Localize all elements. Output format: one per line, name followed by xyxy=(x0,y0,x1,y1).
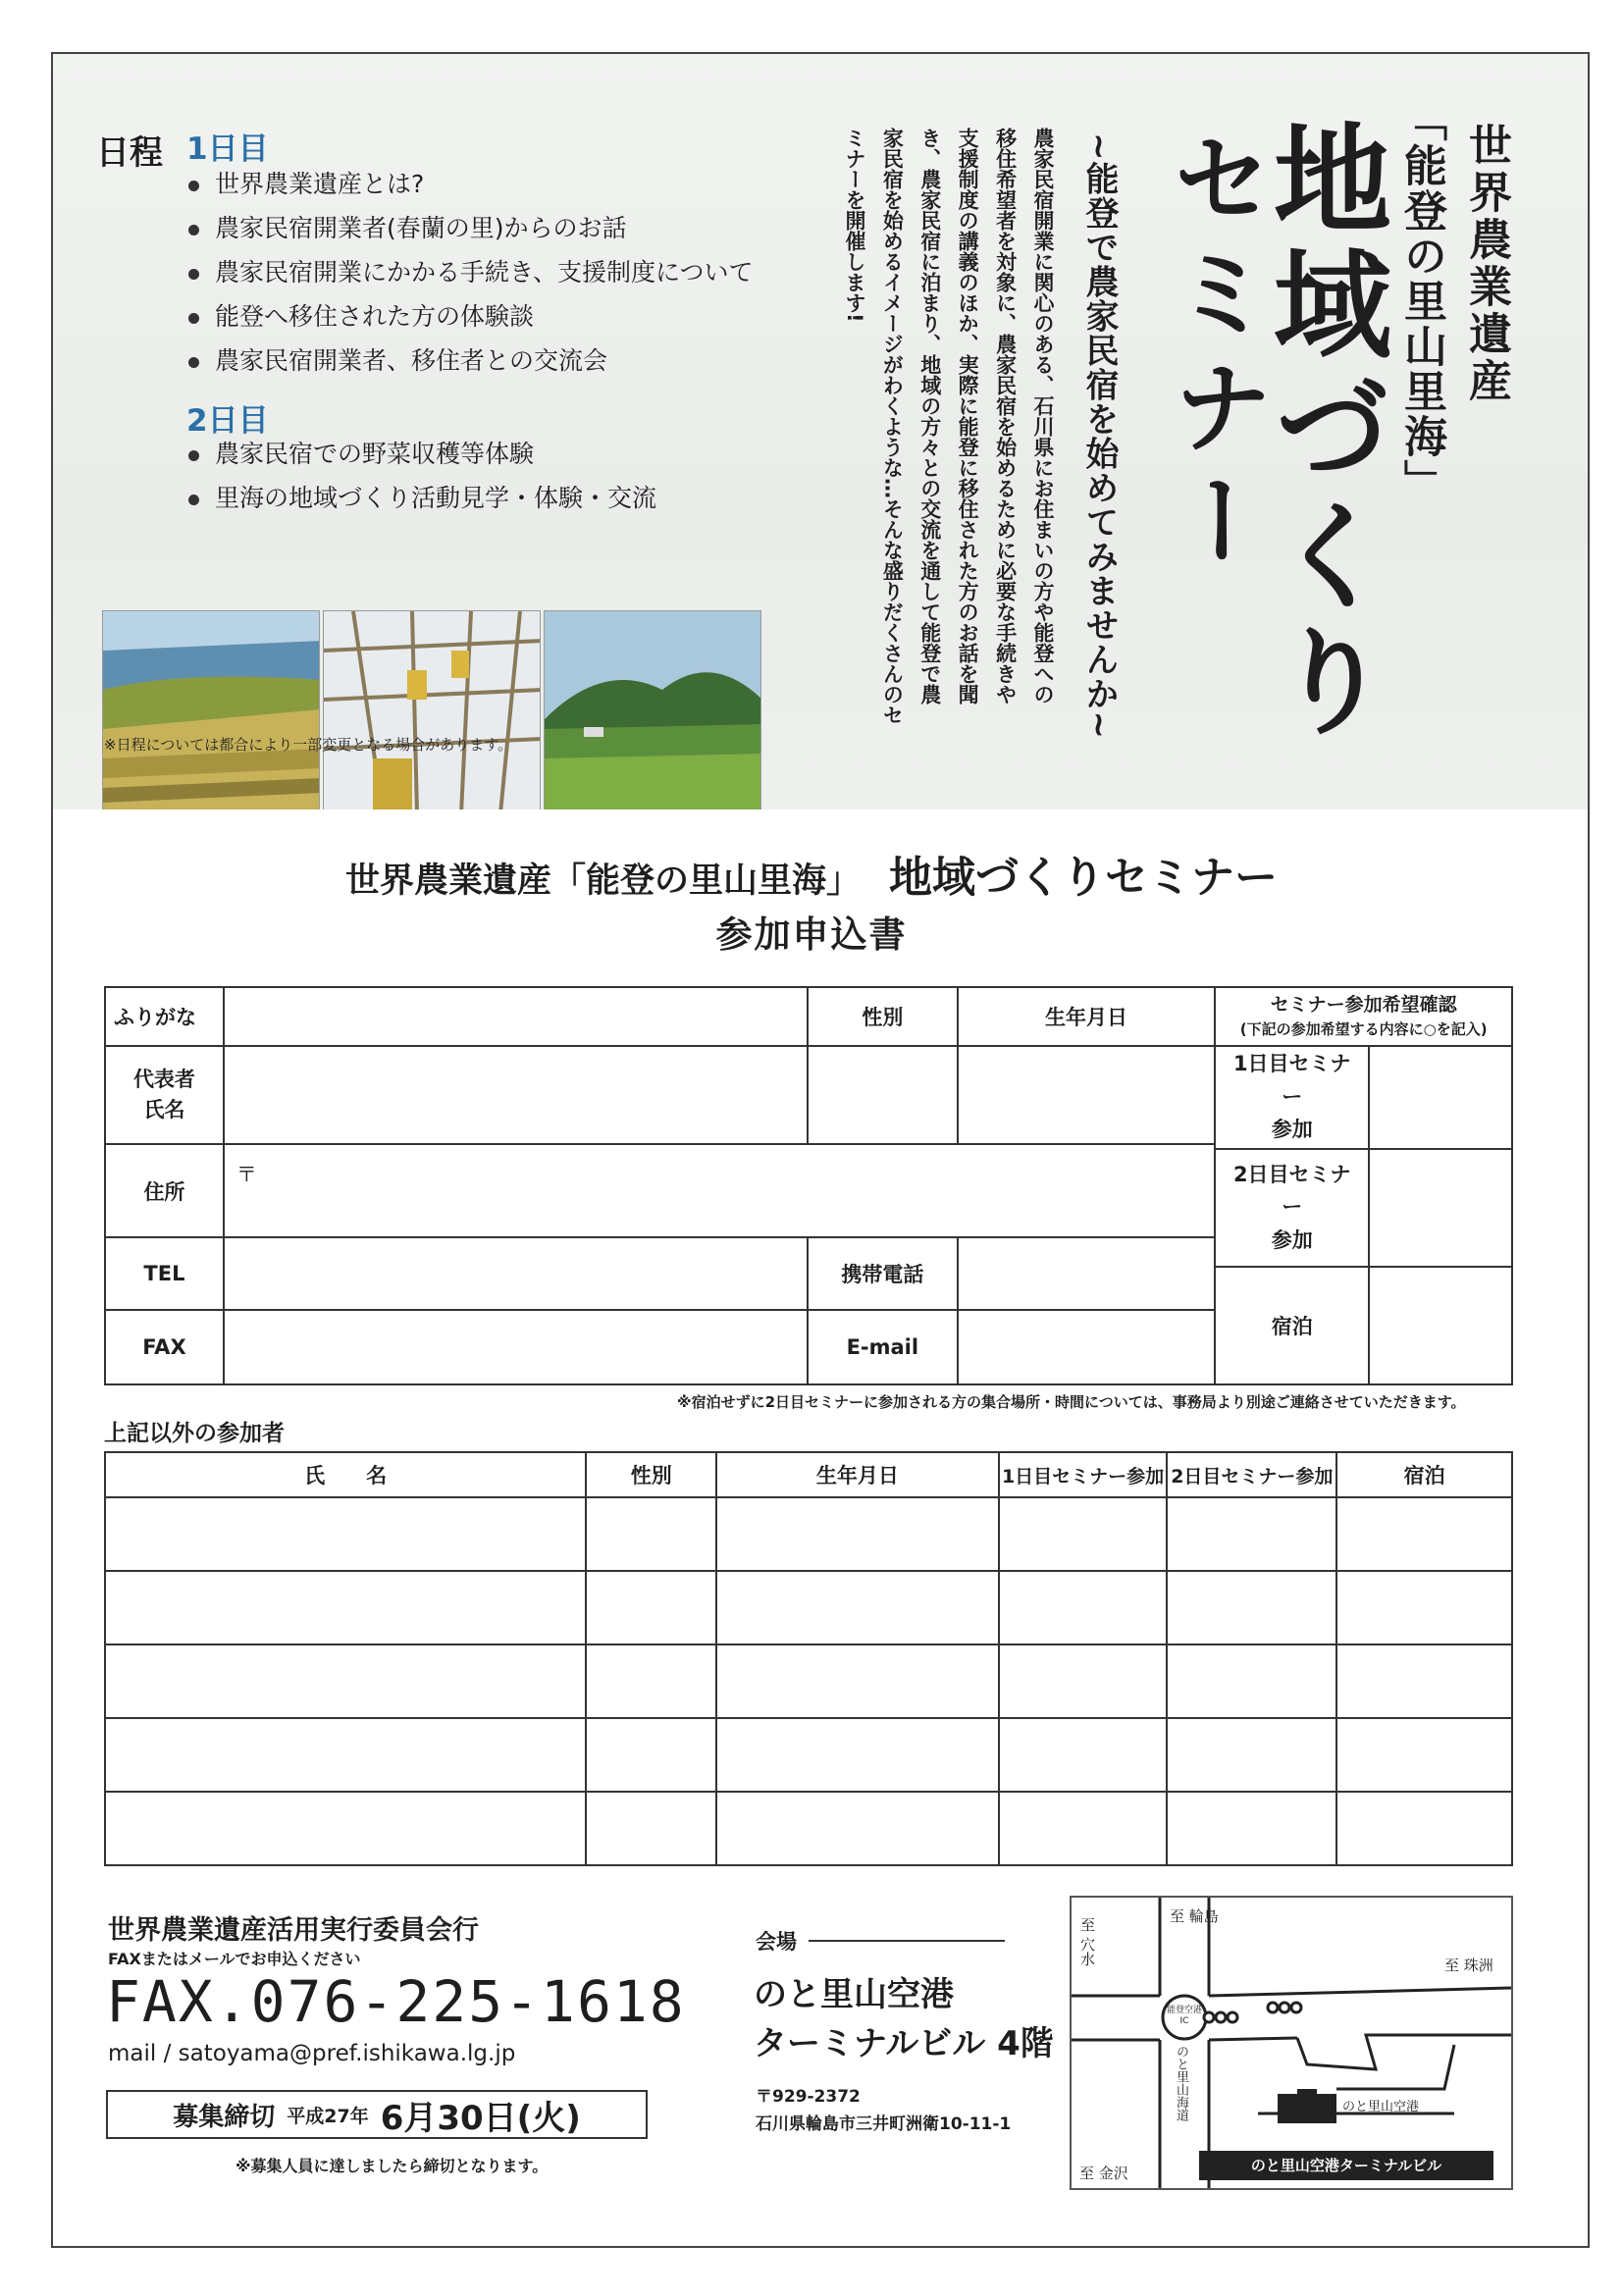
form-title-right: 地域づくりセミナー xyxy=(889,853,1279,903)
rep-name-field[interactable] xyxy=(224,1046,808,1144)
name-cell[interactable] xyxy=(105,1571,586,1644)
day1-label: 1日目 xyxy=(186,131,269,167)
bullet-icon xyxy=(188,357,199,368)
furigana-label: ふりがな xyxy=(105,987,224,1046)
day1-seminar-label: 1日目セミナー 参加 xyxy=(1215,1046,1369,1149)
map-road-label: のと里山海道 xyxy=(1174,2045,1188,2121)
list-item: 世界農業遺産とは? xyxy=(188,162,754,206)
title-main1: 地域づくり xyxy=(1254,118,1392,746)
venue-name2: ターミナルビル 4階 xyxy=(754,2024,1054,2063)
divider xyxy=(809,1940,1005,1942)
desc-col: 移住希望者を対象に、農家民宿を始めるために必要な手続きや xyxy=(993,128,1018,704)
table-row xyxy=(105,1718,1512,1792)
day1-list xyxy=(188,162,754,383)
venue-address: 石川県輪島市三井町洲衛10-11-1 xyxy=(756,2114,1012,2134)
name-cell[interactable] xyxy=(105,1718,586,1792)
day1-cell[interactable] xyxy=(999,1571,1168,1644)
organizer: 世界農業遺産活用実行委員会行 xyxy=(108,1915,479,1946)
lodging-note: ※宿泊せずに2日目セミナーに参加される方の集合場所・時間については、事務局より別途ご連絡させていただきます。 xyxy=(677,1393,1466,1411)
day1-seminar-checkbox[interactable] xyxy=(1369,1046,1512,1149)
bullet-icon xyxy=(188,269,199,280)
fax-number: FAX.076-225-1618 xyxy=(106,1968,686,2035)
mobile-label: 携帯電話 xyxy=(808,1237,958,1310)
gender-cell[interactable] xyxy=(586,1792,716,1865)
rep-label: 代表者 氏名 xyxy=(105,1046,224,1144)
satoyama-village-photo xyxy=(544,610,761,809)
application-table xyxy=(104,986,1513,1385)
col-lodging: 宿泊 xyxy=(1336,1452,1512,1497)
map-label-suzu: 至 珠洲 xyxy=(1444,1957,1493,1974)
birth-field[interactable] xyxy=(958,1046,1216,1144)
lodging-cell[interactable] xyxy=(1336,1644,1512,1718)
birth-cell[interactable] xyxy=(716,1718,999,1792)
table-row xyxy=(105,1571,1512,1644)
bullet-icon xyxy=(188,181,199,191)
email-address: mail / satoyama@pref.ishikawa.lg.jp xyxy=(108,2041,516,2066)
form-title-left: 世界農業遺産「能登の里山里海」 xyxy=(344,861,861,901)
desc-col: 家民宿を始めるイメージがわくような…そんな盛りだくさんのセ xyxy=(880,128,905,725)
schedule-note: ※日程については都合により一部変更となる場合があります。 xyxy=(104,736,513,754)
deadline-box xyxy=(106,2090,648,2139)
lodging-cell[interactable] xyxy=(1336,1571,1512,1644)
desc-col: 農家民宿開業に関心のある、石川県にお住まいの方や能登への xyxy=(1030,128,1055,704)
gender-cell[interactable] xyxy=(586,1571,716,1644)
col-birth: 生年月日 xyxy=(716,1452,999,1497)
deadline-date: 6月30日(火) xyxy=(380,2098,581,2138)
email-field[interactable] xyxy=(958,1310,1216,1384)
fax-field[interactable] xyxy=(224,1310,808,1384)
lodging-checkbox[interactable] xyxy=(1369,1267,1512,1384)
table-row xyxy=(105,1644,1512,1718)
table-row xyxy=(105,1792,1512,1865)
map-terminal-label: のと里山空港ターミナルビル xyxy=(1250,2157,1442,2174)
map-roads xyxy=(1072,1898,1511,2188)
venue-name1: のと里山空港 xyxy=(754,1975,954,2014)
furigana-field[interactable] xyxy=(224,987,808,1046)
list-item: 里海の地域づくり活動見学・体験・交流 xyxy=(188,476,656,520)
map-label-kanazawa: 至 金沢 xyxy=(1079,2165,1128,2182)
hasagi-drying-rack-photo xyxy=(323,610,541,809)
day1-cell[interactable] xyxy=(999,1718,1168,1792)
list-item: 能登へ移住された方の体験談 xyxy=(188,294,754,339)
map-label-anamizu: 至 穴水 xyxy=(1078,1917,1096,1966)
fax-label: FAX xyxy=(105,1310,224,1384)
birth-cell[interactable] xyxy=(716,1792,999,1865)
gender-field[interactable] xyxy=(808,1046,958,1144)
day2-label: 2日目 xyxy=(186,403,269,439)
deadline-label: 募集締切 xyxy=(173,2102,276,2132)
subtitle: ~能登で農家民宿を始めてみませんか~ xyxy=(1079,132,1119,740)
confirm-sub: (下記の参加希望する内容に○を記入) xyxy=(1239,1019,1488,1038)
coast-rice-field-photo xyxy=(102,610,320,809)
description xyxy=(840,128,1058,775)
col-day2: 2日目セミナー参加 xyxy=(1167,1452,1336,1497)
venue-label-row xyxy=(756,1926,1005,1956)
list-item: 農家民宿開業にかかる手続き、支援制度について xyxy=(188,250,754,294)
desc-col: ミナーを開催します! xyxy=(843,128,866,323)
map-label-wajima: 至 輪島 xyxy=(1170,1907,1219,1925)
apply-note: FAXまたはメールでお申込ください xyxy=(108,1950,361,1968)
table-header-row xyxy=(105,1452,1512,1497)
lodging-label: 宿泊 xyxy=(1215,1267,1369,1384)
form-subtitle: 参加申込書 xyxy=(715,913,908,956)
day2-seminar-label: 2日目セミナー 参加 xyxy=(1215,1149,1369,1267)
name-cell[interactable] xyxy=(105,1792,586,1865)
deadline-era: 平成27年 xyxy=(287,2105,369,2127)
tel-field[interactable] xyxy=(224,1237,808,1310)
venue-postal: 〒929-2372 xyxy=(756,2087,861,2107)
day2-cell[interactable] xyxy=(1167,1497,1336,1571)
bullet-icon xyxy=(188,313,199,324)
list-item: 農家民宿開業者、移住者との交流会 xyxy=(188,339,754,383)
day1-cell[interactable] xyxy=(999,1497,1168,1571)
day1-cell[interactable] xyxy=(999,1792,1168,1865)
lodging-cell[interactable] xyxy=(1336,1497,1512,1571)
bullet-icon xyxy=(188,495,199,505)
deadline-note: ※募集人員に達しましたら締切となります。 xyxy=(236,2157,549,2175)
venue-label: 会場 xyxy=(756,1930,797,1954)
lodging-cell[interactable] xyxy=(1336,1718,1512,1792)
email-label: E-mail xyxy=(808,1310,958,1384)
col-gender: 性別 xyxy=(586,1452,716,1497)
desc-col: き、農家民宿に泊まり、地域の方々との交流を通して能登で農 xyxy=(917,128,942,704)
form-title xyxy=(0,842,1623,905)
title-main2: セミナー xyxy=(1156,128,1274,583)
others-title: 上記以外の参加者 xyxy=(104,1421,285,1446)
confirm-title: セミナー参加希望確認 xyxy=(1270,994,1457,1017)
day2-seminar-checkbox[interactable] xyxy=(1369,1149,1512,1267)
participants-table xyxy=(104,1451,1513,1866)
table-row xyxy=(105,1497,1512,1571)
gender-cell[interactable] xyxy=(586,1497,716,1571)
bullet-icon xyxy=(188,225,199,235)
list-item: 農家民宿での野菜収穫等体験 xyxy=(188,432,656,476)
access-map xyxy=(1070,1896,1513,2190)
gender-label: 性別 xyxy=(808,987,958,1046)
desc-col: 支援制度の講義のほか、実際に能登に移住された方のお話を聞 xyxy=(956,128,980,704)
tel-label: TEL xyxy=(105,1237,224,1310)
birth-cell[interactable] xyxy=(716,1644,999,1718)
name-cell[interactable] xyxy=(105,1644,586,1718)
bullet-icon xyxy=(188,450,199,461)
address-label: 住所 xyxy=(105,1144,224,1237)
mobile-field[interactable] xyxy=(958,1237,1216,1310)
gender-cell[interactable] xyxy=(586,1644,716,1718)
title-line1: 世界農業遺産 xyxy=(1461,123,1511,405)
name-cell[interactable] xyxy=(105,1497,586,1571)
col-name: 氏 名 xyxy=(105,1452,586,1497)
day2-cell[interactable] xyxy=(1167,1644,1336,1718)
title-line2: 「能登の里山里海」 xyxy=(1396,98,1446,504)
map-airport-label: のと里山空港 xyxy=(1342,2100,1420,2114)
day2-cell[interactable] xyxy=(1167,1718,1336,1792)
list-item: 農家民宿開業者(春蘭の里)からのお話 xyxy=(188,206,754,250)
day2-cell[interactable] xyxy=(1167,1792,1336,1865)
birth-cell[interactable] xyxy=(716,1571,999,1644)
lodging-cell[interactable] xyxy=(1336,1792,1512,1865)
schedule-label: 日程 xyxy=(96,133,163,173)
col-day1: 1日目セミナー参加 xyxy=(999,1452,1168,1497)
birth-cell[interactable] xyxy=(716,1497,999,1571)
birth-label: 生年月日 xyxy=(958,987,1216,1046)
map-ic-label: 能登空港 IC xyxy=(1166,2006,1202,2026)
gender-cell[interactable] xyxy=(586,1718,716,1792)
day2-list xyxy=(188,432,656,520)
day1-cell[interactable] xyxy=(999,1644,1168,1718)
confirm-header xyxy=(1215,987,1512,1046)
day2-cell[interactable] xyxy=(1167,1571,1336,1644)
address-field[interactable]: 〒 xyxy=(224,1144,1215,1237)
